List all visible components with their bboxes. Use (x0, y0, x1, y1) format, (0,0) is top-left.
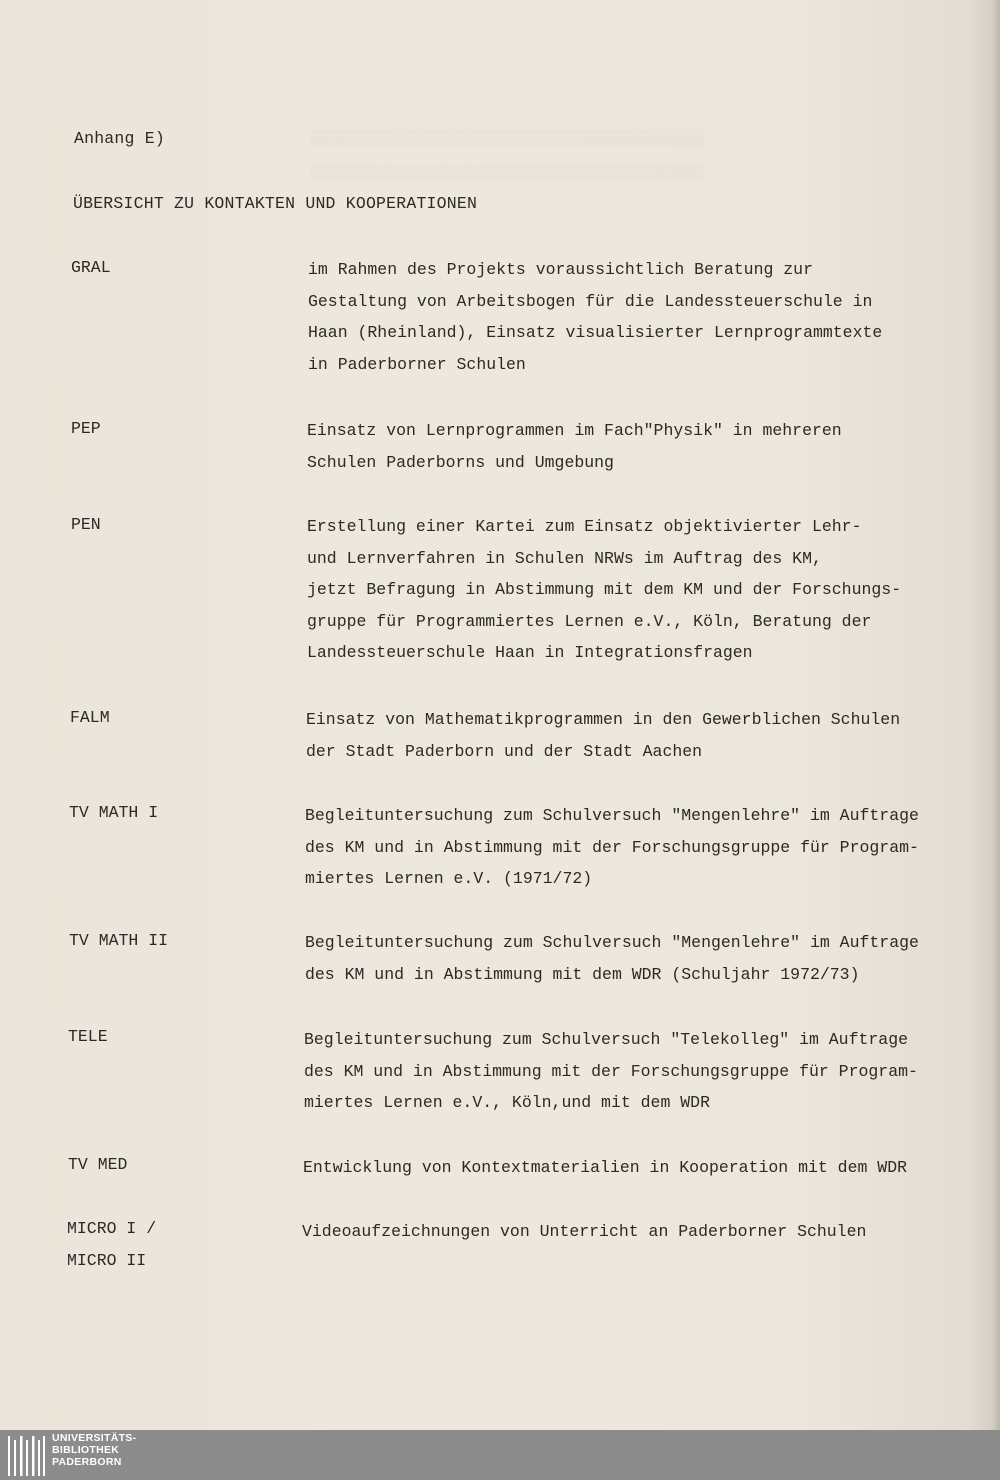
description-line: miertes Lernen e.V. (1971/72) (305, 869, 593, 889)
entry-label-text: TV MATH I (69, 803, 159, 822)
description-line: in Paderborner Schulen (308, 354, 526, 374)
library-logo-text (52, 1432, 136, 1468)
description-line: Haan (Rheinland), Einsatz visualisierter Lernprogrammtexte (308, 323, 883, 343)
entry-label (68, 1021, 108, 1053)
description-line: im Rahmen des Projekts voraussichtlich Beratung zur (308, 260, 813, 279)
library-footer (0, 1430, 1000, 1480)
entry-label (68, 1149, 127, 1181)
entry-label-text: FALM (70, 708, 110, 727)
entry-label (71, 413, 101, 445)
description-line: Gestaltung von Arbeitsbogen für die Landessteuerschule in (308, 291, 873, 311)
description-line: Einsatz von Mathematikprogrammen in den Gewerblichen Schulen (306, 710, 901, 729)
entry-label (71, 252, 111, 284)
logo-line: UNIVERSITÄTS- (52, 1432, 137, 1444)
entry-label-text: TELE (68, 1027, 108, 1046)
description-line: Schulen Paderborns und Umgebung (307, 452, 614, 472)
entry-description (305, 927, 919, 990)
description-line: und Lernverfahren in Schulen NRWs im Auftrag des KM, (307, 548, 822, 568)
entry-label (70, 702, 110, 734)
page-edge-shadow (992, 0, 1000, 1430)
entry-description (305, 800, 919, 895)
entry-label (71, 509, 101, 541)
entry-description (307, 415, 842, 478)
entry-label (69, 797, 158, 829)
entry-description (304, 1024, 918, 1119)
description-line: miertes Lernen e.V., Köln,und mit dem WDR (304, 1093, 710, 1113)
entry-description (302, 1216, 866, 1248)
entry-description (308, 254, 882, 380)
description-line: jetzt Befragung in Abstimmung mit dem KM und der Forschungs- (307, 580, 902, 600)
description-line: gruppe für Programmiertes Lernen e.V., Köln, Beratung der (307, 611, 872, 631)
show-through-text: ▒▒▒▒▒▒▒▒▒▒▒▒▒▒▒▒▒▒▒▒▒▒▒▒▒▒▒▒▒▒▒▒▒▒▒▒▒▒▒▒▒ (310, 164, 704, 182)
description-line: Einsatz von Lernprogrammen im Fach"Physik" in mehreren (307, 421, 842, 440)
appendix-label: Anhang E) (74, 129, 165, 148)
entry-label-text: GRAL (71, 258, 111, 277)
description-line: des KM und in Abstimmung mit dem WDR (Schuljahr 1972/73) (305, 964, 860, 984)
description-line: der Stadt Paderborn und der Stadt Aachen (306, 741, 703, 761)
description-line: Begleituntersuchung zum Schulversuch "Mengenlehre" im Auftrage (305, 933, 919, 952)
entry-description (307, 511, 901, 669)
logo-line: BIBLIOTHEK (52, 1444, 120, 1456)
entry-description (306, 704, 900, 767)
page-heading: ÜBERSICHT ZU KONTAKTEN UND KOOPERATIONEN (73, 194, 478, 213)
entry-label-text: TV MED (68, 1155, 128, 1174)
description-line: Entwicklung von Kontextmaterialien in Kooperation mit dem WDR (303, 1158, 907, 1177)
description-line: des KM und in Abstimmung mit der Forschungsgruppe für Program- (304, 1061, 918, 1081)
library-logo-icon (8, 1436, 46, 1476)
description-line: des KM und in Abstimmung mit der Forschungsgruppe für Program- (305, 837, 919, 857)
description-line: Videoaufzeichnungen von Unterricht an Paderborner Schulen (302, 1222, 867, 1241)
entry-label (69, 925, 168, 957)
description-line: Landessteuerschule Haan in Integrationsfragen (307, 643, 753, 663)
logo-line: PADERBORN (52, 1456, 122, 1468)
description-line: Begleituntersuchung zum Schulversuch "Telekolleg" im Auftrage (304, 1030, 908, 1049)
description-line: Begleituntersuchung zum Schulversuch "Mengenlehre" im Auftrage (305, 806, 919, 825)
entry-label-text: MICRO I / (67, 1219, 157, 1238)
show-through-text: ▒▒▒▒▒▒▒▒▒▒▒▒▒▒▒▒▒▒▒▒▒▒▒▒▒▒▒▒▒▒▒▒▒▒▒▒▒▒▒▒▒ (310, 130, 704, 148)
entry-label-text: TV MATH II (69, 931, 169, 950)
entry-description (303, 1152, 907, 1184)
entry-label (67, 1213, 156, 1277)
entry-label-text: PEN (71, 515, 101, 534)
entry-label-text: PEP (71, 419, 101, 438)
description-line: Erstellung einer Kartei zum Einsatz objektivierter Lehr- (307, 517, 862, 536)
entry-label-text: MICRO II (67, 1251, 147, 1270)
